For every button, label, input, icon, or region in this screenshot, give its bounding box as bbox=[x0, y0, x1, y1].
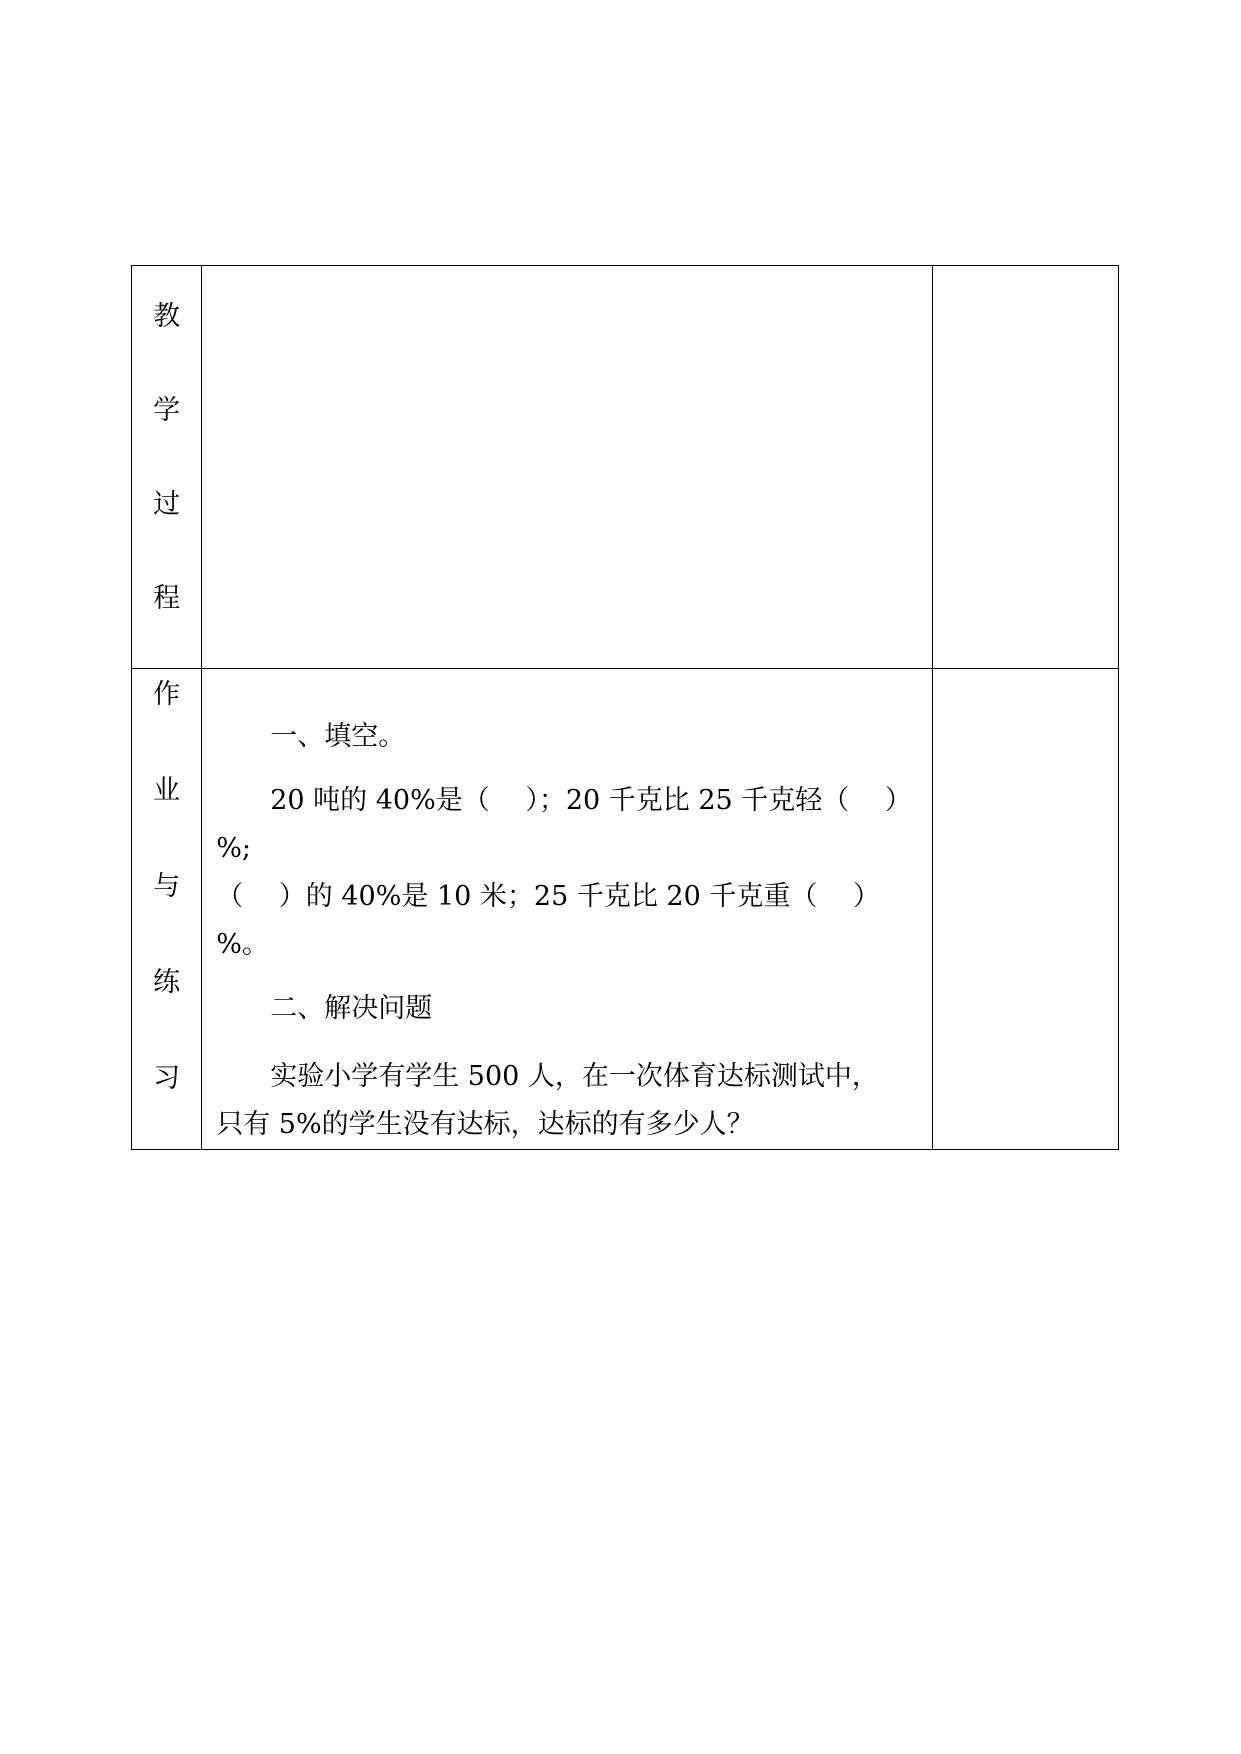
teaching-process-content-cell bbox=[202, 266, 933, 669]
problem-line-2: 只有 5%的学生没有达标，达标的有多少人？ bbox=[216, 1109, 754, 1140]
teaching-process-row bbox=[132, 266, 1119, 669]
homework-content bbox=[202, 669, 932, 1149]
problem-line-1: 实验小学有学生 500 人，在一次体育达标测试中， bbox=[270, 1061, 879, 1092]
label-char: 学 bbox=[153, 395, 181, 426]
label-char: 业 bbox=[153, 775, 181, 806]
label-char: 程 bbox=[153, 583, 181, 614]
homework-label bbox=[132, 669, 201, 1094]
fill-in-heading: 一、填空。 bbox=[270, 721, 406, 752]
homework-content-cell bbox=[202, 669, 933, 1150]
fill-in-line-1: 20 吨的 40%是（ ）；20 千克比 25 千克轻（ ）%; bbox=[216, 785, 912, 864]
teaching-process-label-cell bbox=[132, 266, 202, 669]
label-char: 与 bbox=[153, 871, 181, 902]
lesson-plan-table bbox=[131, 265, 1119, 1150]
teaching-process-notes-cell bbox=[933, 266, 1119, 669]
fill-in-line-2: （ ）的 40%是 10 米；25 千克比 20 千克重（ ）%。 bbox=[216, 881, 880, 960]
label-char: 教 bbox=[153, 301, 181, 332]
homework-notes-cell bbox=[933, 669, 1119, 1150]
label-char: 练 bbox=[153, 967, 181, 998]
homework-row bbox=[132, 669, 1119, 1150]
label-char: 习 bbox=[153, 1063, 181, 1094]
homework-label-cell bbox=[132, 669, 202, 1150]
teaching-process-label bbox=[132, 266, 201, 614]
label-char: 过 bbox=[153, 489, 181, 520]
label-char: 作 bbox=[153, 679, 181, 710]
solve-heading: 二、解决问题 bbox=[270, 993, 433, 1024]
